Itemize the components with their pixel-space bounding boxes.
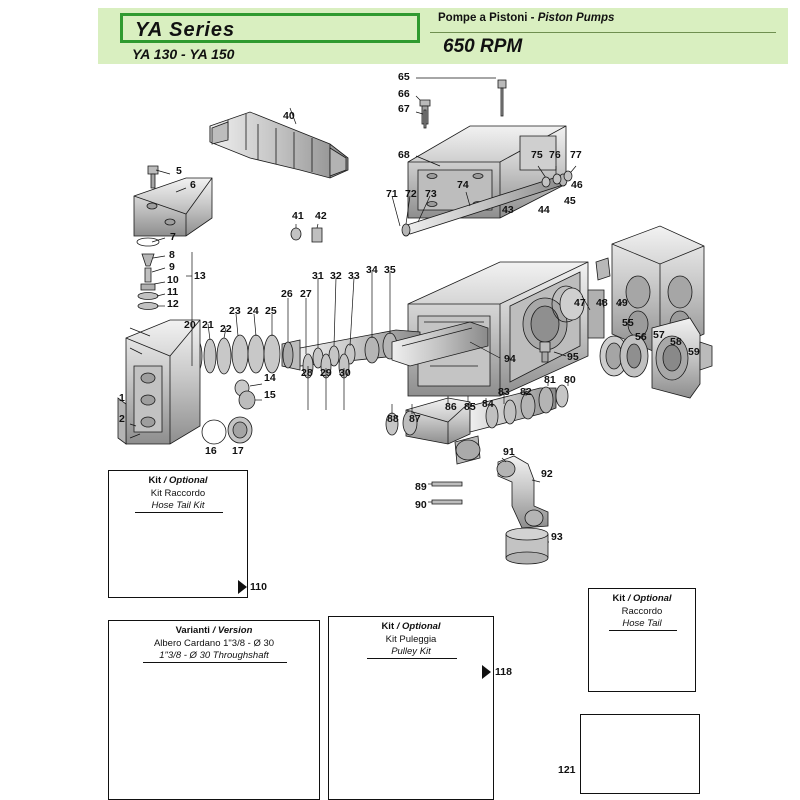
callout-32: 32 — [330, 270, 342, 282]
series-title-box — [120, 13, 420, 43]
callout-89: 89 — [415, 481, 427, 493]
callout-93: 93 — [551, 531, 563, 543]
box-title-pulley-kit: Kit / Optional — [381, 621, 441, 632]
callout-80: 80 — [564, 374, 576, 386]
part-valve-stack — [137, 238, 159, 310]
callout-35: 35 — [384, 264, 396, 276]
callout-87: 87 — [409, 413, 421, 425]
part-pin-and-seal — [291, 228, 322, 242]
callout-73: 73 — [425, 188, 437, 200]
callout-10: 10 — [167, 274, 179, 286]
callout-31: 31 — [312, 270, 324, 282]
callout-22: 22 — [220, 323, 232, 335]
part-crankshaft — [210, 112, 348, 178]
box-hose-tail-kit — [108, 470, 248, 598]
callout-92: 92 — [541, 468, 553, 480]
callout-28: 28 — [301, 367, 313, 379]
pointer-110 — [238, 580, 247, 594]
box-hose-tail — [588, 588, 696, 692]
callout-43: 43 — [502, 204, 514, 216]
box-line2-pulley-kit: Pulley Kit — [391, 646, 431, 657]
callout-27: 27 — [300, 288, 312, 300]
box-title-hose-tail: Kit / Optional — [612, 593, 672, 604]
box-seal-kit — [580, 714, 700, 794]
callout-59: 59 — [688, 346, 700, 358]
callout-42: 42 — [315, 210, 327, 222]
callout-15: 15 — [264, 389, 276, 401]
callout-72: 72 — [405, 188, 417, 200]
callout-6: 6 — [190, 179, 196, 191]
callout-58: 58 — [670, 336, 682, 348]
callout-81: 81 — [544, 374, 556, 386]
box-title-version: Varianti / Version — [175, 625, 253, 636]
callout-84: 84 — [482, 398, 494, 410]
callout-1: 1 — [119, 392, 125, 404]
pointer-118 — [482, 665, 491, 679]
box-title-hose-tail-kit: Kit / Optional — [148, 475, 208, 486]
callout-17: 17 — [232, 445, 244, 457]
callout-44: 44 — [538, 204, 550, 216]
part-head-cover — [134, 166, 212, 236]
callout-12: 12 — [167, 298, 179, 310]
callout-5: 5 — [176, 165, 182, 177]
callout-25: 25 — [265, 305, 277, 317]
callout-91: 91 — [503, 446, 515, 458]
model-range: YA 130 - YA 150 — [132, 46, 235, 62]
callout-48: 48 — [596, 297, 608, 309]
callout-34: 34 — [366, 264, 378, 276]
callout-90: 90 — [415, 499, 427, 511]
callout-57: 57 — [653, 329, 665, 341]
callout-75: 75 — [531, 149, 543, 161]
callout-45: 45 — [564, 195, 576, 207]
series-title: YA Series — [135, 19, 236, 41]
box-pulley-kit — [328, 616, 494, 800]
page-header — [98, 8, 788, 64]
callout-118: 118 — [495, 666, 512, 678]
callout-76: 76 — [549, 149, 561, 161]
callout-16: 16 — [205, 445, 217, 457]
callout-46: 46 — [571, 179, 583, 191]
callout-24: 24 — [247, 305, 259, 317]
callout-9: 9 — [169, 261, 175, 273]
callout-88: 88 — [387, 413, 399, 425]
callout-40: 40 — [283, 110, 295, 122]
callout-65: 65 — [398, 71, 410, 83]
callout-21: 21 — [202, 319, 214, 331]
callout-66: 66 — [398, 88, 410, 100]
box-line1-pulley-kit: Kit Puleggia — [385, 634, 437, 645]
callout-41: 41 — [292, 210, 304, 222]
box-line1-version: Albero Cardano 1"3/8 - Ø 30 — [153, 638, 275, 649]
callout-13: 13 — [194, 270, 206, 282]
callout-110: 110 — [250, 581, 267, 593]
callout-55: 55 — [622, 317, 634, 329]
callout-121: 121 — [558, 764, 576, 776]
header-divider — [430, 32, 776, 33]
box-line2-hose-tail-kit: Hose Tail Kit — [151, 500, 205, 511]
callout-82: 82 — [520, 386, 532, 398]
box-line1-hose-tail: Raccordo — [621, 606, 663, 617]
callout-56: 56 — [635, 331, 647, 343]
box-throughshaft-version — [108, 620, 320, 800]
callout-11: 11 — [167, 286, 179, 298]
product-type-label — [438, 12, 614, 24]
box-line2-version: 1"3/8 - Ø 30 Throughshaft — [159, 650, 269, 661]
callout-8: 8 — [169, 249, 175, 261]
callout-26: 26 — [281, 288, 293, 300]
part-manifold — [118, 320, 200, 444]
callout-94: 94 — [504, 353, 516, 365]
callout-20: 20 — [184, 319, 196, 331]
part-pins — [432, 482, 462, 504]
callout-74: 74 — [457, 179, 469, 191]
callout-85: 85 — [464, 401, 476, 413]
part-cover-bolt — [420, 80, 506, 128]
callout-71: 71 — [386, 188, 398, 200]
callout-86: 86 — [445, 401, 457, 413]
callout-2: 2 — [119, 413, 125, 425]
callout-23: 23 — [229, 305, 241, 317]
product-type-en: Piston Pumps — [537, 12, 615, 24]
box-line2-hose-tail: Hose Tail — [622, 618, 662, 629]
callout-83: 83 — [498, 386, 510, 398]
callout-29: 29 — [320, 367, 332, 379]
callout-49: 49 — [616, 297, 628, 309]
callout-68: 68 — [398, 149, 410, 161]
callout-47: 47 — [574, 297, 586, 309]
part-small-rings — [202, 380, 255, 444]
callout-77: 77 — [570, 149, 582, 161]
callout-14: 14 — [264, 372, 276, 384]
callout-33: 33 — [348, 270, 360, 282]
box-line1-hose-tail-kit: Kit Raccordo — [150, 488, 206, 499]
callout-95: 95 — [567, 351, 579, 363]
rpm-label: 650 RPM — [443, 36, 523, 57]
callout-67: 67 — [398, 103, 410, 115]
callout-7: 7 — [170, 231, 176, 243]
callout-30: 30 — [339, 367, 351, 379]
diagram-canvas — [0, 66, 800, 800]
product-type-it: Pompe a Pistoni - — [438, 12, 538, 24]
